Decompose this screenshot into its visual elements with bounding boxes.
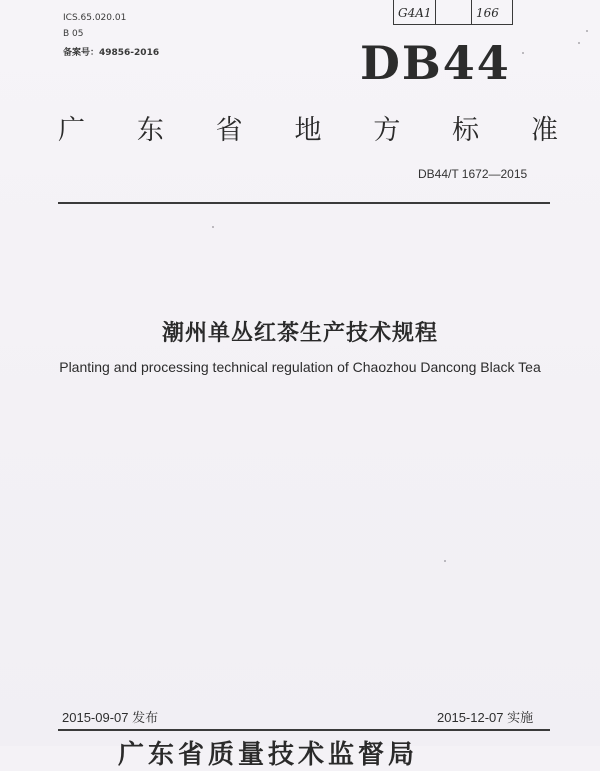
- standard-type-char: 省: [215, 115, 243, 146]
- issue-date: 2015-09-07 发布: [62, 710, 159, 725]
- scan-speck: [586, 30, 588, 32]
- bottom-divider: [58, 729, 550, 731]
- standard-type-char: 地: [294, 115, 322, 146]
- standard-number: DB44/T 1672—2015: [418, 167, 528, 181]
- scan-speck: [522, 52, 524, 54]
- registration-stamp: [393, 0, 513, 25]
- record-number: 备案号：49856-2016: [63, 48, 160, 58]
- issuing-authority: 广东省质量技术监督局: [118, 740, 419, 770]
- document-title-chinese: 潮州单丛红茶生产技术规程: [161, 321, 438, 346]
- ics-code: ICS.65.020.01: [63, 13, 127, 23]
- scan-speck: [444, 560, 446, 562]
- document-title-english: Planting and processing technical regulation of Chaozhou Dancong Black Tea: [59, 359, 541, 375]
- standard-type-char: 方: [373, 115, 401, 146]
- standard-code-logo: DB44: [360, 36, 511, 90]
- implementation-date: 2015-12-07 实施: [437, 710, 534, 725]
- scan-speck: [212, 226, 214, 228]
- standard-type-char: 标: [452, 115, 480, 146]
- standard-type-char: 准: [530, 115, 558, 146]
- top-divider: [58, 202, 550, 204]
- stamp-cell-blank: [436, 0, 472, 24]
- classification-code: B 05: [63, 29, 84, 39]
- standard-type-heading: [58, 108, 558, 147]
- standard-type-char: 广: [58, 115, 85, 146]
- scan-speck: [578, 42, 580, 44]
- standard-type-char: 东: [136, 115, 164, 146]
- stamp-cell-code: G4A1: [394, 0, 436, 24]
- stamp-cell-number: 166: [476, 6, 499, 20]
